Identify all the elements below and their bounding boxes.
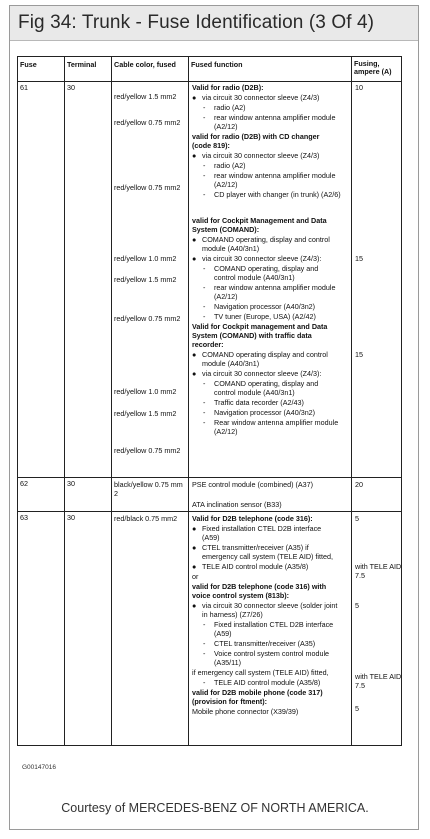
col-function-header: Fused function [189, 57, 352, 82]
cable-color: red/yellow 1.5 mm2 [114, 409, 177, 418]
fused-function-cell [189, 82, 352, 478]
dash-icon: - [203, 161, 206, 170]
dash-icon: - [203, 312, 206, 321]
function-line: via circuit 30 connector sleeve (Z4/3) [202, 93, 320, 102]
dash-icon: - [203, 620, 206, 629]
function-line: Rear window antenna amplifier module [214, 418, 339, 427]
function-line: (A2/12) [214, 292, 238, 301]
function-heading: recorder: [192, 340, 224, 349]
function-line: COMAND operating, display and [214, 379, 319, 388]
terminal: 30 [65, 478, 112, 512]
cable-color: red/yellow 0.75 mm2 [114, 118, 181, 127]
bullet-icon: ● [192, 235, 197, 244]
fusing-value: 7.5 [355, 571, 365, 580]
function-heading: System (COMAND) with traffic data [192, 331, 312, 340]
fused-function-cell [189, 512, 352, 746]
function-heading: Valid for Cockpit management and Data [192, 322, 328, 331]
dash-icon: - [203, 649, 206, 658]
function-line: (A2/12) [214, 427, 238, 436]
fusing-value: 5 [355, 514, 359, 523]
function-line: Mobile phone connector (X39/39) [192, 707, 299, 716]
cable-color-cell [112, 512, 189, 746]
function-heading: (code 819): [192, 141, 230, 150]
dash-icon: - [203, 302, 206, 311]
dash-icon: - [203, 639, 206, 648]
function-line: if emergency call system (TELE AID) fitted, [192, 668, 329, 677]
function-line: in harness) (Z7/26) [202, 610, 263, 619]
courtesy-caption: Courtesy of MERCEDES-BENZ OF NORTH AMERICA. [61, 801, 369, 815]
function-line: TELE AID control module (A35/8) [202, 562, 309, 571]
function-heading: valid for D2B telephone (code 316) with [192, 582, 327, 591]
fusing-value: 7.5 [355, 681, 365, 690]
bullet-icon: ● [192, 254, 197, 263]
fusing-value: 20 [355, 480, 363, 489]
cable-color: red/yellow 1.0 mm2 [114, 254, 177, 263]
cable-color: red/black 0.75 mm2 [114, 514, 178, 523]
function-line: rear window antenna amplifier module [214, 283, 336, 292]
function-line: (A59) [202, 533, 220, 542]
function-heading: valid for radio (D2B) with CD changer [192, 132, 320, 141]
function-line: via circuit 30 connector sleeve (Z4/3): [202, 254, 322, 263]
fusing-value: with TELE AID [355, 562, 402, 571]
fused-function-cell [189, 478, 352, 512]
function-heading: valid for Cockpit Management and Data [192, 216, 327, 225]
dash-icon: - [203, 190, 206, 199]
function-line: COMAND operating, display and control [202, 235, 330, 244]
col-terminal-header: Terminal [65, 57, 112, 82]
function-line: radio (A2) [214, 161, 246, 170]
fusing-cell [352, 512, 402, 746]
function-line: (A2/12) [214, 180, 238, 189]
fusing-value: 5 [355, 704, 359, 713]
cable-color-cell [112, 478, 189, 512]
function-line: Navigation processor (A40/3n2) [214, 302, 316, 311]
function-line: rear window antenna amplifier module [214, 113, 336, 122]
cable-color: red/yellow 0.75 mm2 [114, 446, 181, 455]
function-line: rear window antenna amplifier module [214, 171, 336, 180]
dash-icon: - [203, 678, 206, 687]
function-line: CTEL transmitter/receiver (A35) [214, 639, 316, 648]
function-heading: valid for D2B mobile phone (code 317) [192, 688, 323, 697]
table-header-row [18, 57, 402, 82]
cable-color: red/yellow 1.0 mm2 [114, 387, 177, 396]
function-line: control module (A40/3n1) [214, 273, 295, 282]
dash-icon: - [203, 379, 206, 388]
function-line: via circuit 30 connector sleeve (solder joint [202, 601, 338, 610]
function-heading: Valid for radio (D2B): [192, 83, 264, 92]
bullet-icon: ● [192, 151, 197, 160]
function-line: Fixed installation CTEL D2B interface [214, 620, 334, 629]
col-fuse-header: Fuse [18, 57, 65, 82]
cable-color: red/yellow 0.75 mm2 [114, 314, 181, 323]
function-line: (A59) [214, 629, 232, 638]
function-line: TV tuner (Europe, USA) (A2/42) [214, 312, 316, 321]
fusing-value: with TELE AID [355, 672, 402, 681]
function-line: emergency call system (TELE AID) fitted, [202, 552, 334, 561]
function-line: or [192, 572, 199, 581]
bullet-icon: ● [192, 350, 197, 359]
bullet-icon: ● [192, 543, 197, 552]
terminal: 30 [65, 82, 112, 478]
figure-code: G00147016 [22, 764, 56, 771]
function-heading: Valid for D2B telephone (code 316): [192, 514, 313, 523]
fuse-number: 63 [18, 512, 65, 746]
col-cable-header: Cable color, fused [112, 57, 189, 82]
function-line: module (A40/3n1) [202, 244, 260, 253]
bullet-icon: ● [192, 524, 197, 533]
fuse-number: 62 [18, 478, 65, 512]
fuse-number: 61 [18, 82, 65, 478]
table-row [18, 512, 402, 746]
bullet-icon: ● [192, 562, 197, 571]
dash-icon: - [203, 103, 206, 112]
function-line: PSE control module (combined) (A37) [192, 480, 314, 489]
fusing-value: 15 [355, 254, 363, 263]
function-line: control module (A40/3n1) [214, 388, 295, 397]
function-line: Traffic data recorder (A2/43) [214, 398, 304, 407]
cable-color: red/yellow 1.5 mm2 [114, 92, 177, 101]
function-line: CD player with changer (in trunk) (A2/6) [214, 190, 341, 199]
function-line: COMAND operating display and control [202, 350, 328, 359]
fusing-value: 5 [355, 601, 359, 610]
fusing-value: 15 [355, 350, 363, 359]
function-line: via circuit 30 connector sleeve (Z4/3) [202, 151, 320, 160]
function-line: (A35/11) [214, 658, 242, 667]
function-line: radio (A2) [214, 103, 246, 112]
function-line: TELE AID control module (A35/8) [214, 678, 321, 687]
dash-icon: - [203, 283, 206, 292]
figure-title: Fig 34: Trunk - Fuse Identification (3 Of 4) [18, 12, 375, 33]
fusing-value: 10 [355, 83, 363, 92]
function-heading: System (COMAND): [192, 225, 260, 234]
function-line: module (A40/3n1) [202, 359, 260, 368]
dash-icon: - [203, 171, 206, 180]
function-line: CTEL transmitter/receiver (A35) if [202, 543, 309, 552]
dash-icon: - [203, 264, 206, 273]
function-heading: voice control system (813b): [192, 591, 290, 600]
col-fusing-header: Fusing, ampere (A) [352, 57, 402, 82]
cable-color: red/yellow 0.75 mm2 [114, 183, 181, 192]
bullet-icon: ● [192, 369, 197, 378]
fusing-cell [352, 82, 402, 478]
cable-color: 2 [114, 489, 118, 498]
function-line: Navigation processor (A40/3n2) [214, 408, 316, 417]
terminal: 30 [65, 512, 112, 746]
table-row [18, 82, 402, 478]
function-line: (A2/12) [214, 122, 238, 131]
cable-color-cell [112, 82, 189, 478]
fusing-cell [352, 478, 402, 512]
dash-icon: - [203, 408, 206, 417]
function-line: Fixed installation CTEL D2B interface [202, 524, 322, 533]
function-line: via circuit 30 connector sleeve (Z4/3): [202, 369, 322, 378]
title-bar [10, 6, 418, 41]
bullet-icon: ● [192, 601, 197, 610]
cable-color: red/yellow 1.5 mm2 [114, 275, 177, 284]
cable-color: black/yellow 0.75 mm [114, 480, 183, 489]
function-line: COMAND operating, display and [214, 264, 319, 273]
table-row [18, 478, 402, 512]
dash-icon: - [203, 398, 206, 407]
bullet-icon: ● [192, 93, 197, 102]
dash-icon: - [203, 418, 206, 427]
function-line: Voice control system control module [214, 649, 330, 658]
function-line: ATA inclination sensor (B33) [192, 500, 282, 509]
function-heading: (provision for ftment): [192, 697, 268, 706]
fuse-table [17, 56, 402, 746]
dash-icon: - [203, 113, 206, 122]
